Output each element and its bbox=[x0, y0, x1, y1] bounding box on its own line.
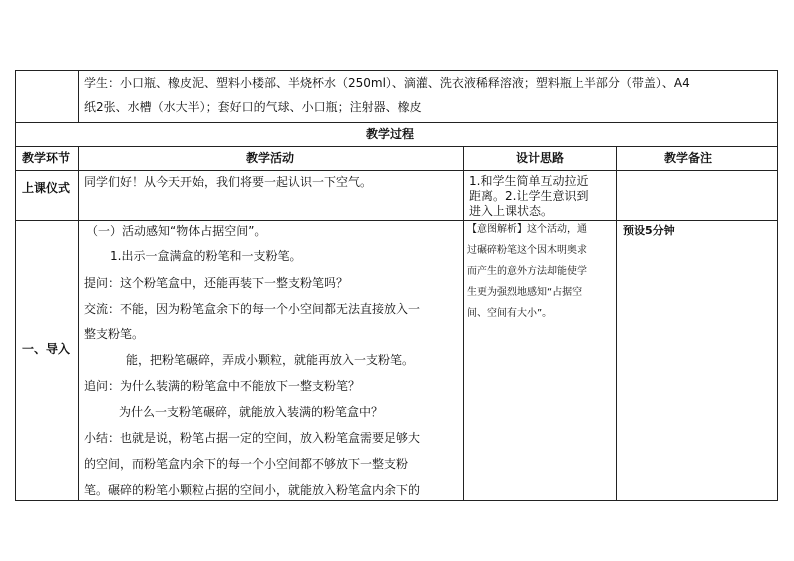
activity-line: 1.出示一盒满盒的粉笔和一支粉笔。 bbox=[110, 249, 302, 263]
activity-line: 小结：也就是说，粉笔占据一定的空间，放入粉笔盒需要足够大 bbox=[84, 431, 421, 445]
rule-col1 bbox=[78, 146, 79, 501]
activity-line: 交流：不能，因为粉笔盒余下的每一个小空间都无法直接放入一 bbox=[84, 302, 421, 316]
design-intro-line: 间、空间有大小”。 bbox=[467, 308, 553, 319]
header-activity: 教学活动 bbox=[246, 151, 295, 165]
rule-title-bottom bbox=[15, 146, 778, 147]
activity-line: 为什么一支粉笔碾碎，就能放入装满的粉笔盒中？ bbox=[119, 405, 384, 419]
activity-line: （一）活动感知“物体占据空间”。 bbox=[86, 224, 267, 238]
rule-right bbox=[777, 70, 778, 501]
design-opening-line: 1.和学生简单互动拉近 bbox=[469, 174, 589, 188]
header-design: 设计思路 bbox=[516, 151, 565, 165]
activity-line: 的空间，而粉笔盒内余下的每一个小空间都不够放下一整支粉 bbox=[84, 457, 409, 471]
activity-line: 追问：为什么装满的粉笔盒中不能放下一整支粉笔？ bbox=[84, 379, 361, 393]
rule-top bbox=[15, 70, 778, 71]
header-stage: 教学环节 bbox=[22, 151, 71, 165]
design-intro-line: 【意图解析】这个活动，通 bbox=[467, 224, 587, 235]
activity-opening: 同学们好！从今天开始，我们将要一起认识一下空气。 bbox=[84, 175, 373, 189]
design-intro-line: 过碾碎粉笔这个因木明奥求 bbox=[467, 245, 587, 256]
stage-opening: 上课仪式 bbox=[22, 181, 71, 195]
rule-col2 bbox=[463, 146, 464, 501]
activity-line: 笔。碾碎的粉笔小颗粒占据的空间小，就能放入粉笔盒内余下的 bbox=[84, 483, 421, 497]
process-title: 教学过程 bbox=[366, 127, 415, 141]
materials-line-1: 学生：小口瓶、橡皮泥、塑料小楼部、半烧杯水（250ml）、滴灌、洗衣液稀释溶液；塑料瓶上半部分（带盖）、A4 bbox=[84, 76, 690, 90]
activity-line: 能，把粉笔碾碎，弄成小颗粒，就能再放入一支粉笔。 bbox=[126, 353, 415, 367]
rule-col3 bbox=[616, 146, 617, 501]
header-notes: 教学备注 bbox=[664, 151, 713, 165]
activity-line: 整支粉笔。 bbox=[84, 327, 145, 341]
rule-materials-bottom bbox=[15, 122, 778, 123]
rule-opening-bottom bbox=[15, 220, 778, 221]
design-opening-line: 距离。2.让学生意识到 bbox=[469, 189, 589, 203]
rule-table-bottom bbox=[15, 500, 778, 501]
rule-col1-materials bbox=[78, 70, 79, 123]
materials-line-2: 纸2张、水槽（水大半）；套好口的气球、小口瓶；注射器、橡皮 bbox=[84, 100, 422, 114]
activity-line: 提问：这个粉笔盒中，还能再装下一整支粉笔吗？ bbox=[84, 276, 349, 290]
stage-intro: 一、导入 bbox=[22, 342, 71, 356]
design-intro-line: 生更为强烈地感知“占据空 bbox=[467, 287, 583, 298]
design-opening-line: 进入上课状态。 bbox=[469, 204, 554, 218]
rule-left bbox=[15, 70, 16, 501]
design-intro-line: 而产生的意外方法却能使学 bbox=[467, 266, 587, 277]
note-intro: 预设5分钟 bbox=[623, 224, 675, 237]
rule-header-bottom bbox=[15, 170, 778, 171]
